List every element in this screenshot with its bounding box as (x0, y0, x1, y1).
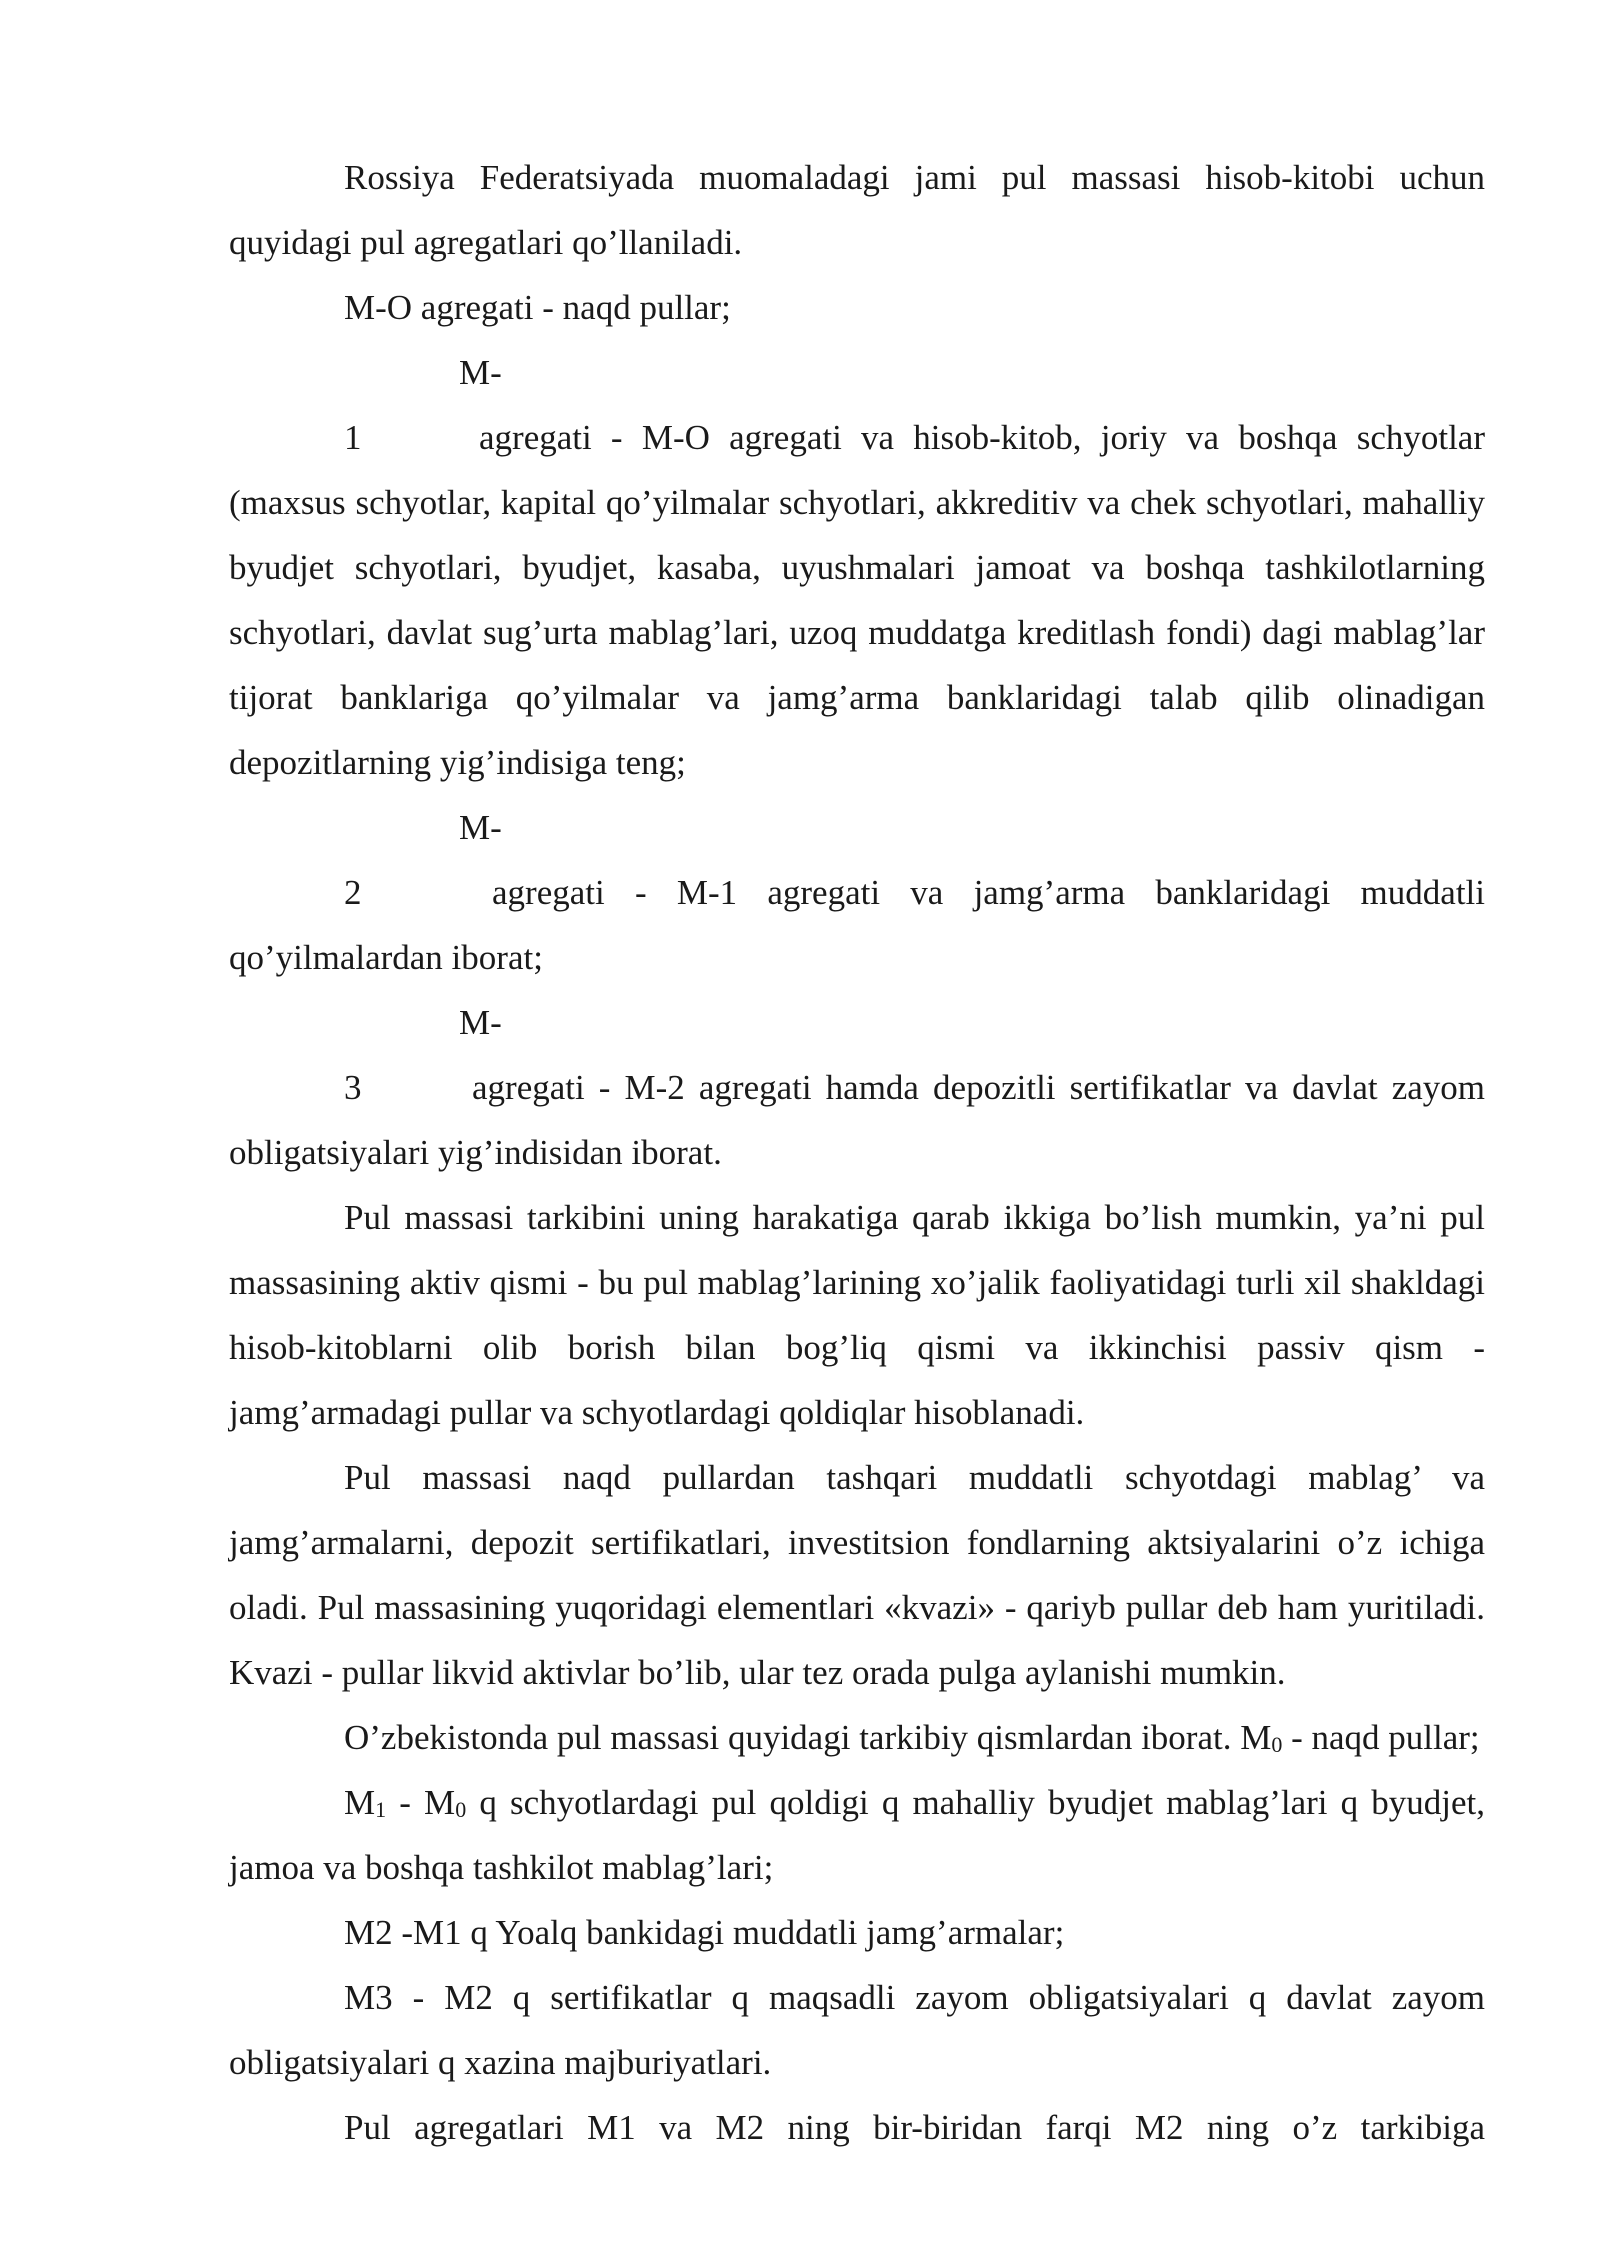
paragraph-money-mass-structure: Pul massasi tarkibini uning harakatiga qarab ikkiga bo’lish mumkin, ya’ni pul massasining aktiv qismi - bu pul mablag’larining xo’jalik faoliyatidagi turli xil shakldagi hisob-kitoblarni olib borish bilan bog’liq qismi va ikkinchisi passiv qism - jamg’armadagi pullar va schyotlardagi qoldiqlar hisoblanadi. (229, 1198, 1485, 1432)
subscript: 0 (455, 1797, 467, 1822)
paragraph-m3-aggregate (229, 990, 1485, 1185)
aggregate-description: agregati - M-1 agregati va jamg’arma banklaridagi muddatli qo’yilmalardan iborat; (229, 873, 1485, 977)
text-span: - naqd pullar; (1282, 1718, 1480, 1757)
aggregate-label: M-2 (344, 808, 502, 912)
text-span: M (344, 1783, 376, 1822)
subscript: 0 (1271, 1732, 1283, 1757)
text-span: q schyotlardagi pul qoldigi q mahalliy byudjet mablag’lari q byudjet, jamoa va boshqa tashkilot mablag’lari; (229, 1783, 1485, 1887)
aggregate-label: M-1 (344, 353, 502, 457)
aggregate-description: agregati - M-2 agregati hamda depozitli sertifikatlar va davlat zayom obligatsiyalari yig’indisidan iborat. (229, 1068, 1485, 1172)
paragraph-m1-aggregate (229, 340, 1485, 795)
paragraph-quasi-money: Pul massasi naqd pullardan tashqari muddatli schyotdagi mablag’ va jamg’armalarni, depozit sertifikatlari, investitsion fondlarning aktsiyalarini o’z ichiga oladi. Pul massasining yuqoridagi elementlari «kvazi» - qariyb pullar deb ham yuritiladi. Kvazi - pullar likvid aktivlar bo’lib, ular tez orada pulga aylanishi mumkin. (229, 1458, 1485, 1692)
paragraph-m0-aggregate: M-O agregati - naqd pullar; (344, 288, 731, 327)
text-span: O’zbekistonda pul massasi quyidagi tarkibiy qismlardan iborat. M (344, 1718, 1272, 1757)
text-span: - M (386, 1783, 456, 1822)
paragraph-m1-definition (229, 1770, 1485, 1900)
paragraph-m2-definition: M2 -M1 q Yoalq bankidagi muddatli jamg’armalar; (344, 1913, 1065, 1952)
document-page (229, 145, 1485, 2160)
paragraph-m1-m2-difference: Pul agregatlari M1 va M2 ning bir-biridan farqi M2 ning o’z tarkibiga (344, 2108, 1485, 2147)
paragraph-russia-aggregates: Rossiya Federatsiyada muomaladagi jami pul massasi hisob-kitobi uchun quyidagi pul agregatlari qo’llaniladi. (229, 158, 1485, 262)
paragraph-m2-aggregate (229, 795, 1485, 990)
paragraph-uzbekistan-money-mass (229, 1705, 1485, 1770)
aggregate-description: agregati - M-O agregati va hisob-kitob, joriy va boshqa schyotlar (maxsus schyotlar, kapital qo’yilmalar schyotlari, akkreditiv va chek schyotlari, mahalliy byudjet schyotlari, byudjet, kasaba, uyushmalari jamoat va boshqa tashkilotlarning schyotlari, davlat sug’urta mablag’lari, uzoq muddatga kreditlash fondi) dagi mablag’lar tijorat banklariga qo’yilmalar va jamg’arma banklaridagi talab qilib olinadigan depozitlarning yig’indisiga teng; (229, 418, 1485, 782)
paragraph-m3-definition: M3 - M2 q sertifikatlar q maqsadli zayom obligatsiyalari q davlat zayom obligatsiyalari q xazina majburiyatlari. (229, 1978, 1485, 2082)
subscript: 1 (375, 1797, 387, 1822)
aggregate-label: M-3 (344, 1003, 502, 1107)
